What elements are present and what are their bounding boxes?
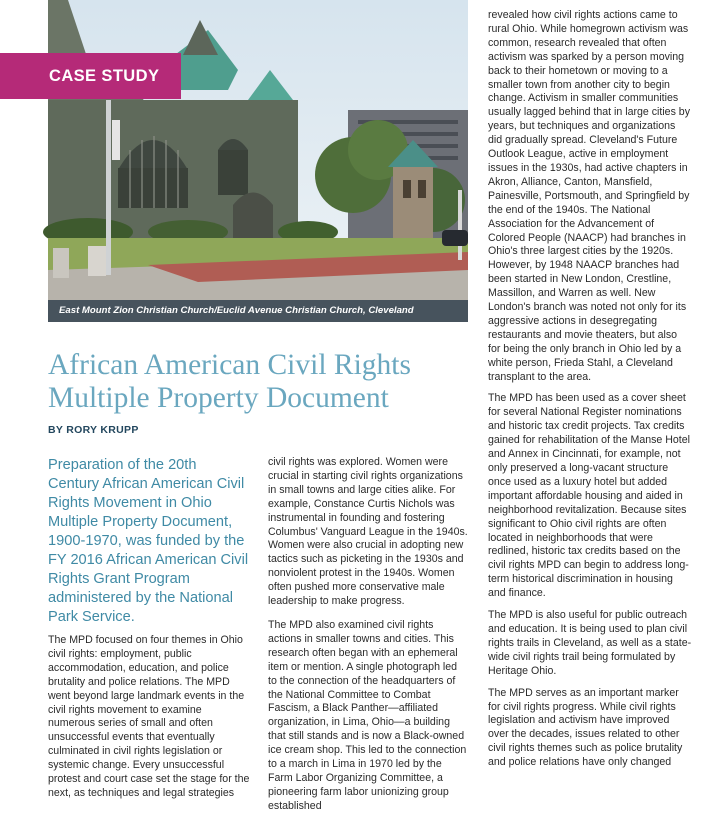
middle-column: [268, 456, 468, 824]
right-column: [488, 9, 692, 778]
body-paragraph: revealed how civil rights actions came to rural Ohio. While homegrown activism was common, research revealed that often activism was sparked by a person moving back to their hometown or moving to a smaller town from another city to begin change. Activism in smaller communities usually lagged behind that in large cities by years, but techniques and organizations did gradually spread. Cleveland's Future Outlook League, active in employment issues in the 1930s, had active chapters in Akron, Alliance, Canton, Mansfield, Painesville, Portsmouth, and Springfield by the end of the 1940s. The National Association for the Advancement of Colored People (NAACP) had branches in Ohio's three largest cities by the 1920s. However, by 1948 NAACP branches had been started in New London, Crestline, Massillon, and Warren as well. New London's branch was noted not only for its aggressive actions in desegregating restaurants and movie theaters, but also for being the only branch in Ohio led by a white person, Frieda Stahl, a Cleveland transplant to the area.: [488, 9, 691, 383]
body-paragraph: The MPD serves as an important marker for civil rights progress. While civil rights legislation and activism have improved over the decades, issues related to other civil rights themes such as police brutality and police relations have only changed: [488, 686, 683, 769]
case-study-badge: CASE STUDY: [0, 53, 181, 99]
article-lead: Preparation of the 20th Century African American Civil Rights Movement in Ohio Multiple Property Document, 1900-1970, was funded by the FY 2016 African American Civil Rights Grant Program administered by the National Park Service.: [48, 457, 249, 625]
article-title-line2: Multiple Property Document: [48, 382, 389, 414]
body-paragraph: The MPD focused on four themes in Ohio civil rights: employment, public accommodation, education, and police brutality and police relations. The MPD went beyond large landmark events in the civil rights movement to examine numerous series of small and often unsuccessful events that eventually culminated in civil rights legislation or systemic change. Every unsuccessful protest and court case set the stage for the next, as techniques and legal strategies: [48, 634, 250, 799]
body-paragraph: The MPD also examined civil rights actions in smaller towns and cities. This research often began with an ephemeral item or mention. A single photograph led to the connection of the headquarters of the National Committee to Combat Fascism, a Black Panther—affiliated organization, in Lima, Ohio—a building that still stands and is now a Black-owned ice cream shop. This led to the connection to a march in Lima in 1970 led by the Farm Labor Organizing Committee, a pioneering farm labor unionizing group established: [268, 618, 467, 812]
body-paragraph: civil rights was explored. Women were crucial in starting civil rights organizations in small towns and large cities alike. For example, Constance Curtis Nichols was instrumental in founding and fostering Columbus' Vanguard League in the 1940s. Women were also crucial in adopting new tactics such as picketing in the 1930s and nonviolent protest in the 1940s. Women often pushed more conservative male leadership to make progress.: [268, 456, 468, 608]
photo-caption: East Mount Zion Christian Church/Euclid Avenue Christian Church, Cleveland: [48, 300, 468, 322]
church-photo-illustration: [48, 0, 468, 322]
left-column: [48, 456, 250, 811]
article-title-line1: African American Civil Rights: [48, 349, 411, 381]
body-paragraph: The MPD has been used as a cover sheet for several National Register nominations and historic tax credit projects. Tax credits gained for rehabilitation of the Manse Hotel and Annex in Cincinnati, for example, not only preserved a long-vacant structure once used as a luxury hotel but added important affordable housing and aided in neighborhood revitalization. Because sites significant to Ohio civil rights are often located in neighborhoods that were redlined, historic tax credits based on the civil rights MPD can begin to address long-term historical discrimination in housing and finance.: [488, 392, 690, 600]
church-photo: [48, 0, 468, 322]
body-paragraph: The MPD is also useful for public outreach and education. It is being used to plan civil rights trails in Cleveland, as well as a state-wide civil rights trail being formulated by Heritage Ohio.: [488, 609, 692, 677]
article-byline: BY RORY KRUPP: [48, 424, 139, 436]
article-title: [48, 349, 468, 415]
